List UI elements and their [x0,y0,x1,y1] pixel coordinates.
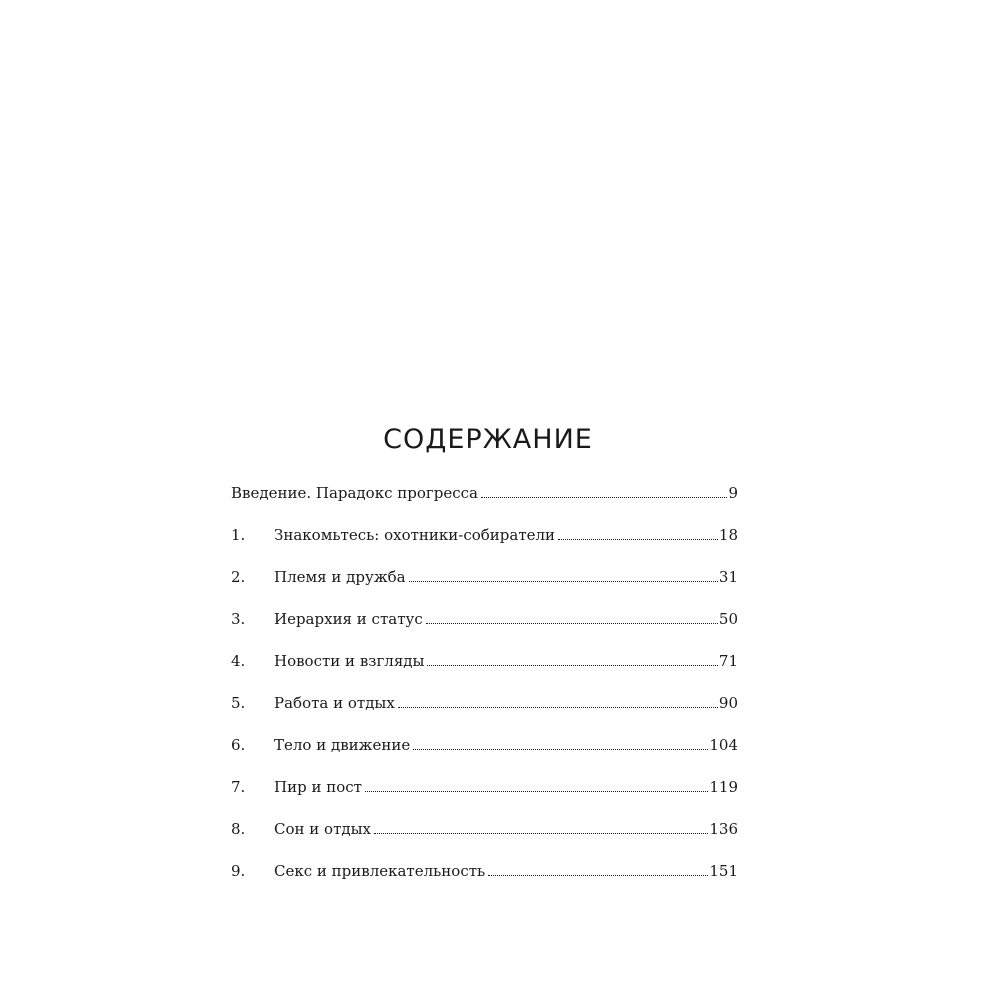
toc-entry-7[interactable] [231,776,738,818]
toc-entry-title: Введение. Парадокс прогресса [231,484,478,502]
toc-entry-title: Пир и пост [274,778,362,796]
toc-entry-number: 4. [231,652,246,670]
toc-entry-3[interactable] [231,608,738,650]
toc-entry-6[interactable] [231,734,738,776]
toc-entry-title: Секс и привлекательность [274,862,486,880]
toc-entry-page: 104 [709,736,738,754]
toc-entry-page: 136 [709,820,738,838]
dot-leader [558,538,718,540]
toc-entry-page: 50 [718,610,738,628]
dot-leader [409,580,718,582]
toc-entry-title: Знакомьтесь: охотники-собиратели [274,526,556,544]
dot-leader [426,622,718,624]
dot-leader [413,748,708,750]
dot-leader [398,706,718,708]
toc-entry-page: 151 [709,862,738,880]
toc-entry-number: 5. [231,694,246,712]
toc-entry-page: 9 [728,484,738,502]
dot-leader [374,832,708,834]
dot-leader [427,664,717,666]
toc-entry-title: Сон и отдых [274,820,372,838]
dot-leader [488,874,708,876]
toc-entry-8[interactable] [231,818,738,860]
toc-entry-title: Племя и дружба [274,568,406,586]
toc-entry-4[interactable] [231,650,738,692]
toc-heading: СОДЕРЖАНИЕ [383,424,593,455]
toc-entry-5[interactable] [231,692,738,734]
dot-leader [365,790,708,792]
toc-entry-number: 2. [231,568,246,586]
toc-entry-title: Тело и движение [274,736,411,754]
toc-entry-page: 119 [709,778,738,796]
toc-entry-page: 18 [718,526,738,544]
toc-entry-title: Новости и взгляды [274,652,425,670]
toc-entry-title: Иерархия и статус [274,610,423,628]
toc-entry-title: Работа и отдых [274,694,395,712]
toc-entry-intro[interactable] [231,482,738,524]
toc-entry-2[interactable] [231,566,738,608]
toc-entry-number: 7. [231,778,246,796]
table-of-contents [231,482,738,902]
toc-entry-page: 31 [718,568,738,586]
toc-entry-page: 90 [718,694,738,712]
toc-entry-9[interactable] [231,860,738,902]
toc-entry-number: 6. [231,736,246,754]
dot-leader [481,496,727,498]
toc-entry-page: 71 [718,652,738,670]
toc-entry-number: 3. [231,610,246,628]
toc-entry-1[interactable] [231,524,738,566]
toc-entry-number: 1. [231,526,246,544]
toc-entry-number: 8. [231,820,246,838]
toc-entry-number: 9. [231,862,246,880]
